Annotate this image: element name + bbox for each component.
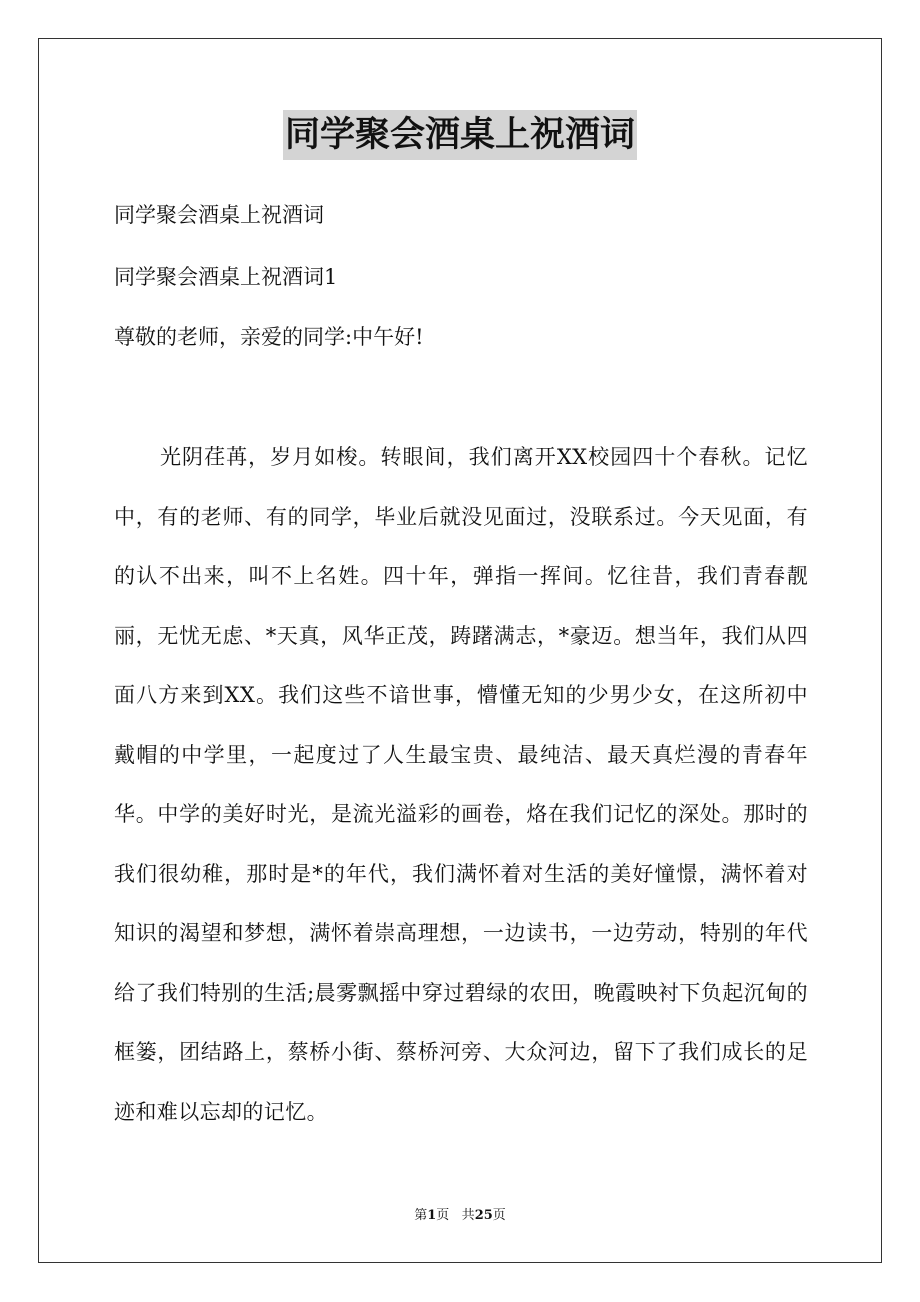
page-footer	[0, 1207, 920, 1225]
document-title: 同学聚会酒桌上祝酒词	[283, 110, 637, 160]
footer-page-suffix: 页	[436, 1208, 450, 1223]
footer-total-pages: 25	[474, 1208, 493, 1223]
footer-page-number: 1	[427, 1208, 437, 1223]
footer-total-prefix: 共	[461, 1208, 475, 1223]
subtitle-line: 同学聚会酒桌上祝酒词	[114, 203, 324, 227]
footer-total-suffix: 页	[492, 1208, 506, 1223]
body-paragraph: 光阴荏苒，岁月如梭。转眼间，我们离开XX校园四十个春秋。记忆中，有的老师、有的同学，毕业后就没见面过，没联系过。今天见面，有的认不出来，叫不上名姓。四十年，弹指一挥间。忆往昔，我们青春靓丽，无忧无虑、*天真，风华正茂，踌躇满志，*豪迈。想当年，我们从四面八方来到XX。我们这些不谙世事，懵懂无知的少男少女，在这所初中戴帽的中学里，一起度过了人生最宝贵、最纯洁、最天真烂漫的青春年华。中学的美好时光，是流光溢彩的画卷，烙在我们记忆的深处。那时的我们很幼稚，那时是*的年代，我们满怀着对生活的美好憧憬，满怀着对知识的渴望和梦想，满怀着崇高理想，一边读书，一边劳动，特别的年代给了我们特别的生活;晨雾飘摇中穿过碧绿的农田，晚霞映衬下负起沉甸的框篓，团结路上，蔡桥小街、蔡桥河旁、大众河边，留下了我们成长的足迹和难以忘却的记忆。	[114, 445, 808, 1124]
footer-page-prefix: 第	[414, 1208, 428, 1223]
section-heading: 同学聚会酒桌上祝酒词1	[114, 265, 338, 289]
title-container	[0, 110, 920, 160]
greeting-line: 尊敬的老师，亲爱的同学:中午好!	[114, 325, 424, 349]
